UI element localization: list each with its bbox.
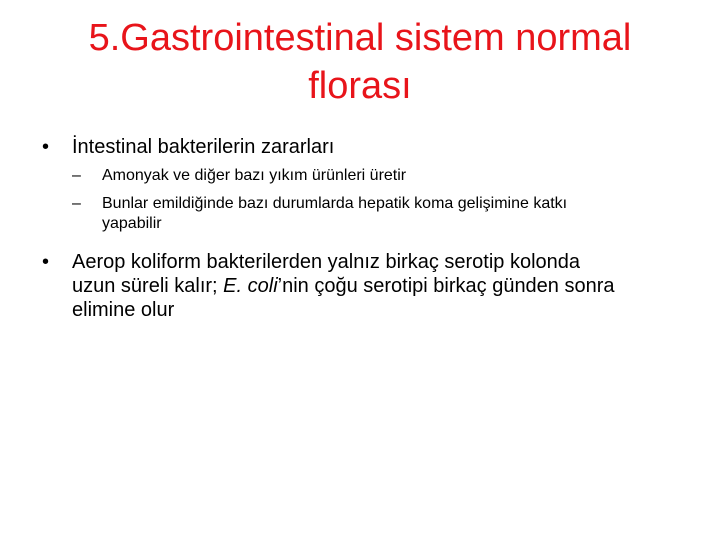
sub-item-text: [102, 166, 406, 186]
bullet-item-1: [42, 135, 682, 159]
dash-marker: –: [72, 167, 81, 184]
organism-name: E. coli: [223, 275, 278, 297]
slide-title-line-2: florası: [308, 65, 412, 107]
sub-item-line: yapabilir: [102, 215, 162, 232]
slide-title: [40, 14, 680, 110]
bullet-item-2: [42, 250, 702, 322]
sub-item-line: Bunlar emildiğinde bazı durumlarda hepatik koma gelişimine katkı: [102, 195, 568, 212]
bullet-text-line-1: Aerop koliform bakterilerden yalnız birkaç serotip kolonda: [72, 251, 581, 273]
slide-title-line-1: 5.Gastrointestinal sistem normal: [88, 17, 632, 59]
dash-marker: –: [72, 195, 81, 212]
bullet-text: İntestinal bakterilerin zararları: [72, 136, 335, 158]
sub-item-text: [102, 194, 567, 234]
bullet-text-line-2: [72, 274, 615, 298]
sub-item-1-1: [72, 166, 672, 186]
sub-item-1-2: [72, 194, 672, 234]
bullet-text-segment: ’nin çoğu serotipi birkaç günden sonra: [277, 275, 615, 297]
bullet-text-line-3: elimine olur: [72, 299, 175, 321]
bullet-marker: •: [42, 251, 50, 273]
sub-item-line: Amonyak ve diğer bazı yıkım ürünleri üretir: [102, 167, 407, 184]
bullet-text: [72, 250, 615, 322]
bullet-text-segment: uzun süreli kalır;: [72, 275, 224, 297]
bullet-marker: •: [42, 136, 50, 158]
